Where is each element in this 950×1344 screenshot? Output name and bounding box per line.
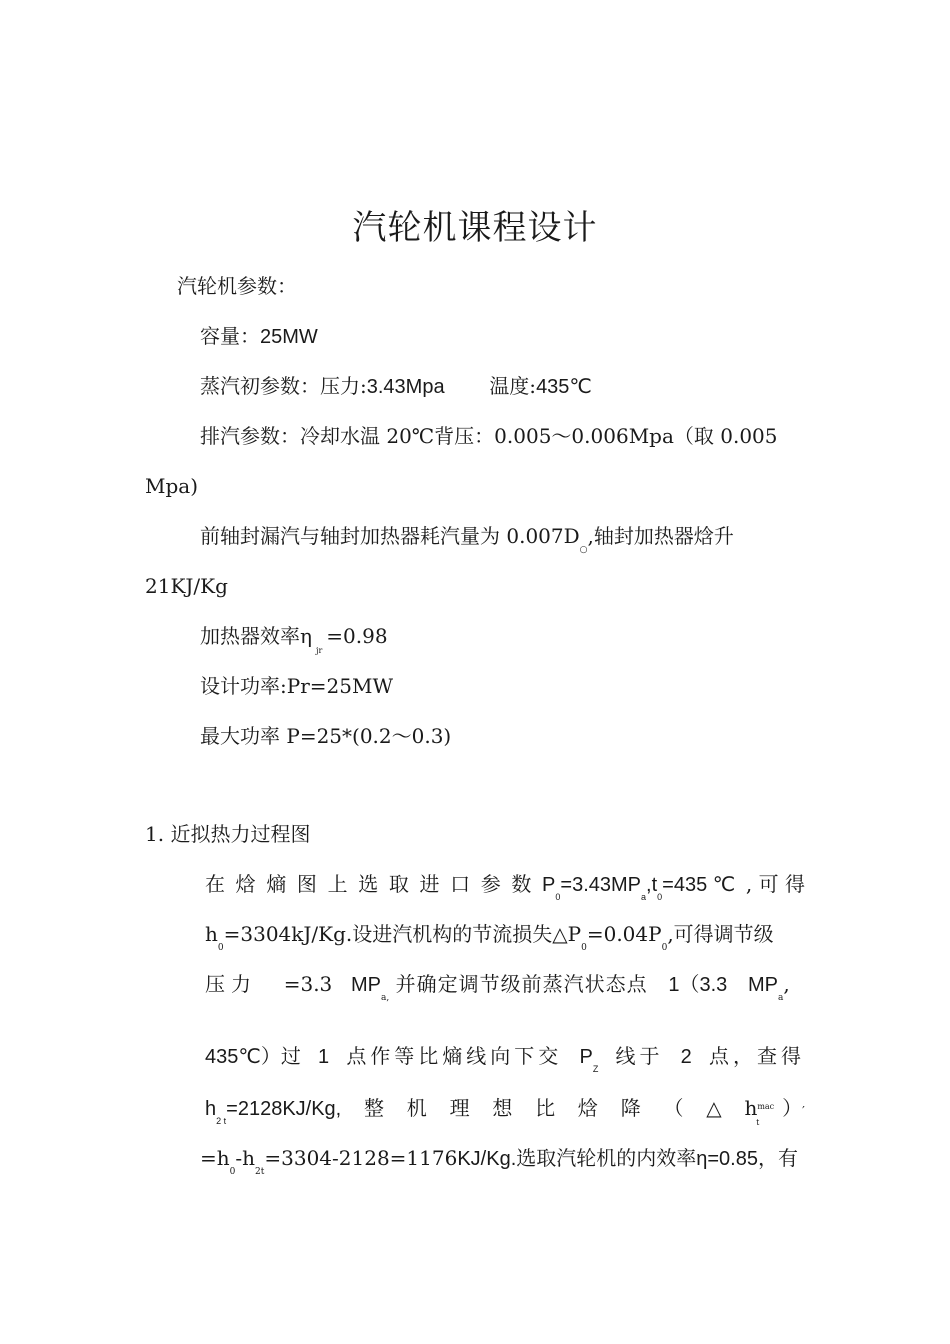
seal-sub: ○	[579, 545, 588, 555]
seal-text-a: 前轴封漏汽与轴封加热器耗汽量为 0.007D	[200, 524, 580, 548]
p1-char: 在	[205, 872, 225, 896]
heater-line	[200, 622, 388, 655]
section-1-heading: 1. 近拟热力过程图	[145, 822, 311, 846]
heater-sub: jr	[315, 646, 323, 655]
steam-temp-value: 435℃	[536, 376, 592, 398]
p1-char: 数	[511, 872, 532, 896]
p1-char: 进	[419, 872, 440, 896]
capacity-value: 25MW	[260, 326, 318, 348]
section-1-para-line-4: 435℃）过 1 点作等比熵线向下交 $P_Z$ 线于 2 点，查得	[205, 1044, 805, 1074]
p1-char: 上	[327, 872, 348, 896]
heater-value: =0.98	[326, 624, 388, 648]
seal-text-b: ,轴封加热器焓升	[587, 524, 734, 548]
p1-tail: , 可 得	[745, 872, 805, 896]
p1-char: 熵	[266, 872, 287, 896]
p1-char: 取	[388, 872, 409, 896]
steam-temp-label: 温度:	[489, 374, 537, 398]
p1-char: 参	[480, 872, 501, 896]
p1-char: 图	[296, 872, 317, 896]
section-1-para-line-3: 压力 =3.3 $MP_{a,}$ 并确定调节级前蒸汽状态点 1（3.3 $MP_a$,	[205, 972, 790, 1003]
exhaust-line-1: 排汽参数：冷却水温 20℃背压：0.005～0.006Mpa（取 0.005	[200, 424, 778, 448]
seal-line-1	[200, 522, 734, 555]
p1-char: 选	[358, 872, 379, 896]
section-1-para-line-1	[205, 870, 805, 902]
design-power-line: 设计功率:Pr=25MW	[200, 674, 393, 698]
p1-params: $P_0=3.43MP_a,t_0=435$ ℃	[542, 874, 736, 902]
page-title: 汽轮机课程设计	[352, 208, 598, 248]
section-1-para-line-2: $h_0=3304kJ/Kg$.设进汽机构的节流损失$\triangle P_0=0.04P_0$,可得调节级	[205, 922, 774, 953]
section-1-para-line-5: $h_{2 t}=2128KJ/Kg$, 整 机 理 想 比 焓 降 （ △ $h^{mac}_t$ ）′	[205, 1096, 805, 1127]
exhaust-line-2: Mpa)	[145, 474, 199, 498]
seal-line-2: 21KJ/Kg	[145, 574, 228, 598]
max-power-line: 最大功率 P=25*(0.2～0.3)	[200, 724, 452, 748]
capacity-line	[200, 322, 318, 351]
steam-initial-line	[200, 372, 592, 401]
steam-pressure-value: 3.43Mpa	[366, 376, 445, 398]
capacity-label: 容量：	[200, 324, 260, 348]
p1-char: 焓	[235, 872, 256, 896]
steam-pressure-label: 蒸汽初参数：压力:	[200, 374, 367, 398]
p1-char: 口	[450, 872, 471, 896]
params-header: 汽轮机参数：	[177, 274, 297, 298]
section-1-para-line-6: $=h_0-h_{2t}=3304-2128=1176KJ/Kg$.选取汽轮机的内效率η=0.85，有	[200, 1146, 798, 1177]
heater-label: 加热器效率η	[200, 624, 312, 648]
